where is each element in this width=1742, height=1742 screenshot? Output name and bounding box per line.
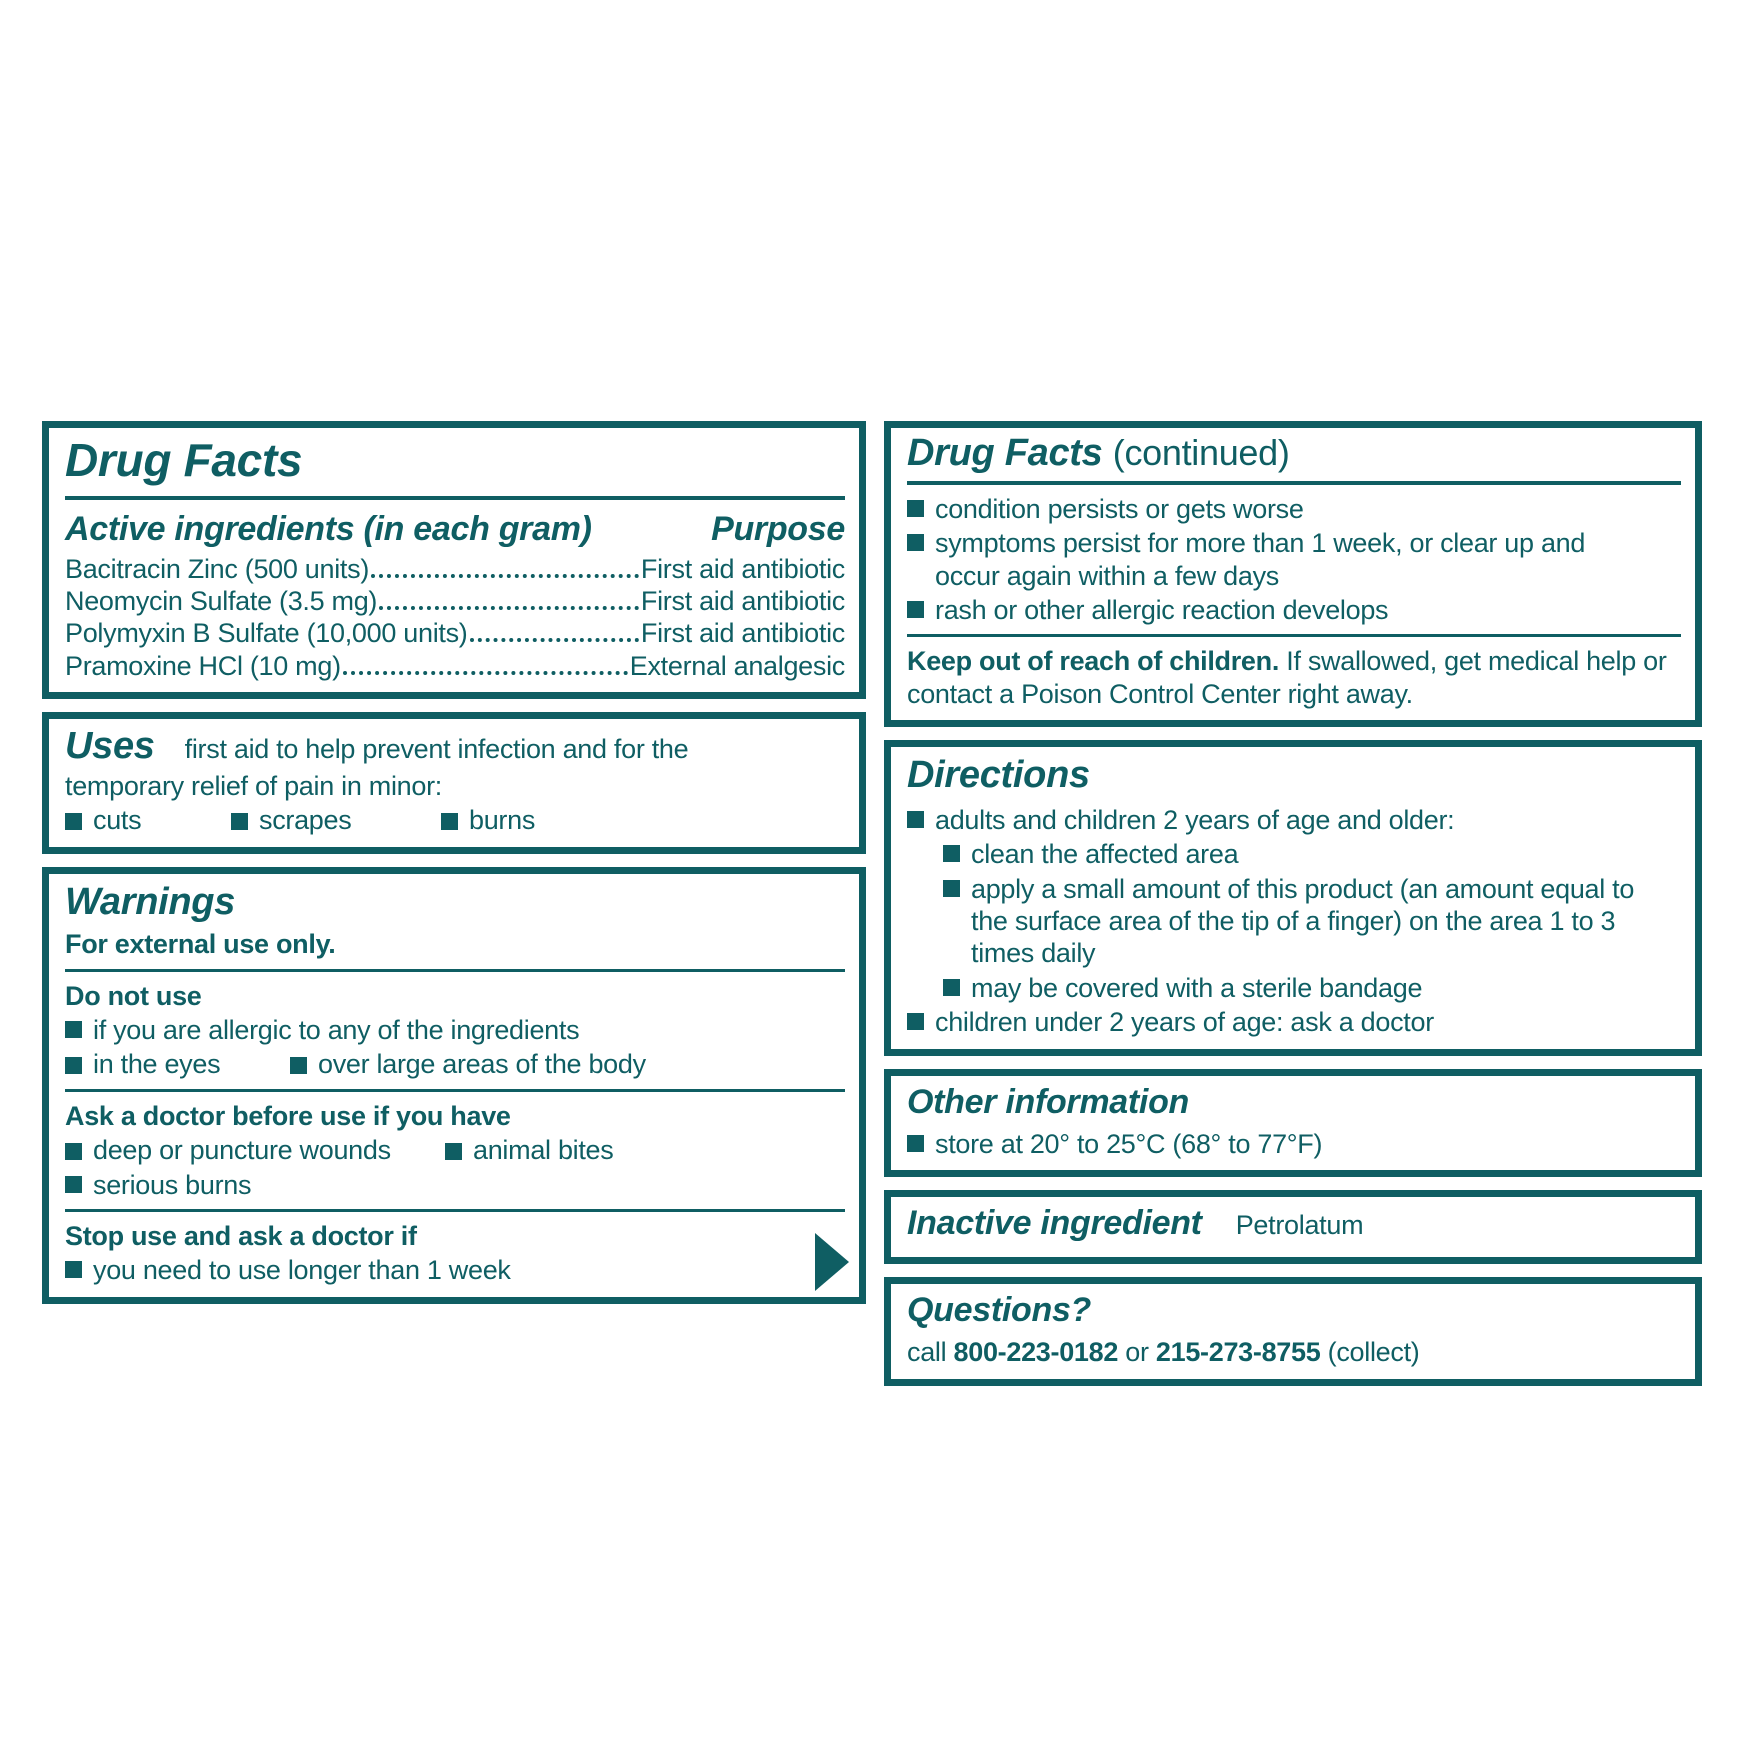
uses-bullet-item: cuts <box>65 804 231 836</box>
ingredient-name: Polymyxin B Sulfate (10,000 units) <box>65 618 468 649</box>
directions-sub-bullet: may be covered with a sterile bandage <box>943 972 1681 1004</box>
ask-doctor-bullet: serious burns <box>65 1169 845 1201</box>
inactive-ingredient-heading: Inactive ingredient <box>907 1204 1202 1243</box>
uses-heading: Uses <box>65 725 155 768</box>
bullet-square-icon <box>65 1021 82 1038</box>
drug-facts-continued-title: Drug Facts (continued) <box>907 432 1290 474</box>
do-not-use-heading: Do not use <box>65 980 202 1011</box>
dot-leader <box>371 574 639 578</box>
drug-facts-continued-box <box>884 421 1702 727</box>
ingredient-row <box>65 650 845 682</box>
section-rule <box>907 634 1681 637</box>
bullet-square-icon <box>231 813 248 830</box>
dot-leader <box>470 638 639 642</box>
ingredient-name: Bacitracin Zinc (500 units) <box>65 553 370 584</box>
uses-bullet-row <box>65 804 845 836</box>
bullet-square-icon <box>65 813 82 830</box>
do-not-use-bullet: over large areas of the body <box>290 1048 646 1080</box>
drug-facts-label <box>42 421 1702 1386</box>
phone-number-2: 215-273-8755 <box>1155 1337 1321 1368</box>
left-column <box>42 421 866 1386</box>
warnings-box <box>42 867 866 1304</box>
ingredient-row <box>65 553 845 585</box>
ingredient-purpose: First aid antibiotic <box>640 586 845 617</box>
bullet-square-icon <box>907 601 924 618</box>
inactive-ingredient-value: Petrolatum <box>1235 1210 1364 1241</box>
ingredient-name: Neomycin Sulfate (3.5 mg) <box>65 586 378 617</box>
keep-out-of-reach-text: Keep out of reach of children. If swallowed, get medical help or contact a Poison Control Center right away. <box>907 646 1667 709</box>
bullet-square-icon <box>943 979 960 996</box>
call-prefix: call <box>907 1337 947 1368</box>
directions-bullet: adults and children 2 years of age and older: <box>907 804 1681 836</box>
continued-bullet: condition persists or gets worse <box>907 493 1681 525</box>
or-word: or <box>1125 1337 1149 1368</box>
directions-heading: Directions <box>907 754 1090 797</box>
bullet-square-icon <box>65 1143 82 1160</box>
directions-box <box>884 740 1702 1055</box>
uses-box <box>42 712 866 853</box>
do-not-use-bullet: if you are allergic to any of the ingredients <box>65 1014 845 1046</box>
do-not-use-bullet-row <box>65 1048 845 1080</box>
section-rule <box>65 1089 845 1092</box>
phone-number-1: 800-223-0182 <box>953 1337 1119 1368</box>
other-information-box <box>884 1069 1702 1177</box>
drug-facts-title: Drug Facts <box>65 434 303 486</box>
right-column <box>884 421 1702 1386</box>
bullet-square-icon <box>907 1013 924 1030</box>
ingredient-name: Pramoxine HCl (10 mg) <box>65 650 341 681</box>
bullet-square-icon <box>943 880 960 897</box>
bullet-square-icon <box>907 500 924 517</box>
active-ingredients-header <box>65 508 845 553</box>
uses-intro-line1: first aid to help prevent infection and for the <box>184 734 689 765</box>
uses-bullet-item: scrapes <box>231 804 441 836</box>
bullet-square-icon <box>445 1143 462 1160</box>
dot-leader <box>343 671 628 675</box>
directions-sub-bullet: clean the affected area <box>943 838 1681 870</box>
ask-doctor-heading: Ask a doctor before use if you have <box>65 1100 511 1131</box>
other-information-heading: Other information <box>907 1082 1190 1121</box>
bullet-square-icon <box>441 813 458 830</box>
bullet-square-icon <box>290 1057 307 1074</box>
dot-leader <box>379 606 639 610</box>
ingredient-purpose: First aid antibiotic <box>640 553 845 584</box>
title-rule <box>907 481 1681 485</box>
ask-doctor-bullet: animal bites <box>445 1134 613 1166</box>
uses-bullet-item: burns <box>441 804 535 836</box>
title-rule <box>65 496 845 500</box>
bullet-square-icon <box>65 1261 82 1278</box>
keep-out-heading: Keep out of reach of children. <box>907 646 1280 677</box>
questions-box <box>884 1277 1702 1385</box>
bullet-square-icon <box>943 845 960 862</box>
questions-phone-line <box>907 1336 1681 1368</box>
uses-intro-line2: temporary relief of pain in minor: <box>65 770 442 801</box>
questions-heading: Questions? <box>907 1291 1092 1330</box>
bullet-square-icon <box>907 1135 924 1152</box>
inactive-ingredient-row <box>907 1202 1681 1247</box>
other-information-bullet: store at 20° to 25°C (68° to 77°F) <box>907 1128 1681 1160</box>
inactive-ingredient-box <box>884 1190 1702 1264</box>
section-rule <box>65 1209 845 1212</box>
bullet-square-icon <box>907 811 924 828</box>
external-use-text: For external use only. <box>65 929 336 960</box>
ask-doctor-bullet-row <box>65 1134 845 1166</box>
active-ingredients-box <box>42 421 866 699</box>
do-not-use-bullet: in the eyes <box>65 1048 290 1080</box>
stop-use-heading: Stop use and ask a doctor if <box>65 1221 417 1252</box>
ingredient-row <box>65 617 845 649</box>
bullet-square-icon <box>65 1057 82 1074</box>
continued-suffix: (continued) <box>1112 432 1290 473</box>
uses-intro <box>65 724 845 802</box>
ask-doctor-bullet: deep or puncture wounds <box>65 1134 445 1166</box>
directions-bullet: children under 2 years of age: ask a doctor <box>907 1006 1681 1038</box>
bullet-square-icon <box>65 1176 82 1193</box>
continued-bullet: rash or other allergic reaction develops <box>907 594 1681 626</box>
bullet-square-icon <box>907 534 924 551</box>
active-ingredients-heading: Active ingredients (in each gram) <box>65 509 592 548</box>
warnings-heading: Warnings <box>65 880 236 923</box>
stop-use-bullet: you need to use longer than 1 week <box>65 1254 845 1286</box>
ingredient-purpose: First aid antibiotic <box>640 618 845 649</box>
continued-arrow-icon <box>815 1233 849 1291</box>
ingredient-purpose: External analgesic <box>629 650 845 681</box>
purpose-heading: Purpose <box>711 509 845 548</box>
directions-sub-bullet: apply a small amount of this product (an amount equal to the surface area of the tip of a finger) on the area 1 to 3 times daily <box>943 873 1681 970</box>
ingredient-row <box>65 585 845 617</box>
continued-bullet: symptoms persist for more than 1 week, or clear up and occur again within a few days <box>907 527 1681 592</box>
section-rule <box>65 969 845 972</box>
collect-suffix: (collect) <box>1327 1337 1420 1368</box>
